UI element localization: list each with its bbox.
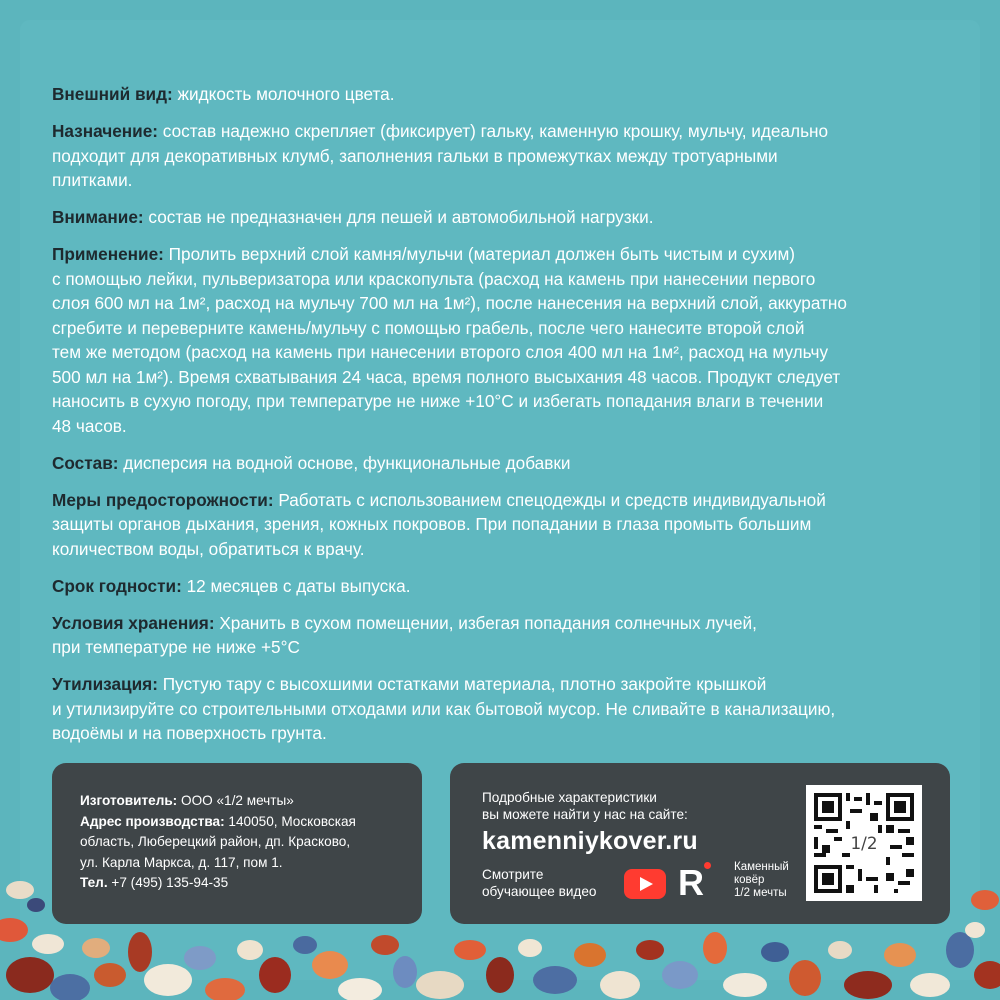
phone-label: Тел.	[80, 875, 108, 890]
section-7	[52, 611, 952, 660]
section-label: Внимание:	[52, 207, 144, 227]
channel-line-2: ковёр	[734, 874, 765, 886]
section-text: жидкость молочного цвета.	[172, 84, 395, 104]
address-label: Адрес производства:	[80, 813, 225, 829]
qr-code-icon	[806, 785, 922, 901]
section-8	[52, 672, 952, 746]
address-line-2: область, Люберецкий район, дп. Красково,	[80, 834, 351, 849]
section-text: Работать с использованием спецодежды и средств индивидуальной	[273, 489, 826, 510]
watch-video-text	[482, 866, 596, 900]
section-text: и утилизируйте со строительными отходами или как бытовой мусор. Не сливайте в канализацию,	[52, 698, 836, 719]
section-5	[52, 488, 952, 562]
website-card	[450, 763, 950, 924]
qr-logo-text: 1/2	[850, 833, 878, 853]
section-label: Назначение:	[52, 121, 159, 141]
section-text: 12 месяцев с даты выпуска.	[181, 575, 411, 596]
channel-name	[734, 861, 789, 900]
section-text: дисперсия на водной основе, функциональные добавки	[118, 452, 571, 473]
section-label: Применение:	[52, 244, 164, 264]
section-text: 500 мл на 1м²). Время схватывания 24 часа, время полного высыхания 48 часов. Продукт следует	[52, 366, 841, 387]
section-text: состав надежно скрепляет (фиксирует) гальку, каменную крошку, мульчу, идеально	[158, 121, 829, 141]
website-link[interactable]: kamenniykover.ru	[482, 827, 698, 855]
maker-line	[80, 791, 394, 812]
watch-line-2: обучающее видео	[482, 884, 597, 899]
maker-label: Изготовитель:	[80, 793, 178, 808]
section-text: 48 часов.	[52, 415, 127, 436]
section-label: Состав:	[52, 452, 119, 473]
section-text: подходит для декоративных клумб, заполнения гальки в промежутках между тротуарными	[52, 145, 778, 166]
details-line-2: вы можете найти у нас на сайте:	[482, 807, 688, 822]
phone-value: +7 (495) 135-94-35	[107, 875, 229, 890]
section-text: состав не предназначен для пешей и автомобильной нагрузки.	[143, 207, 654, 227]
section-0	[52, 82, 952, 107]
section-label: Срок годности:	[52, 575, 182, 596]
channel-line-1: Каменный	[734, 861, 789, 873]
section-label: Условия хранения:	[52, 612, 215, 633]
qr-code[interactable]	[806, 785, 922, 901]
address-line-3: ул. Карла Маркса, д. 117, пом 1.	[80, 854, 283, 870]
section-label: Внешний вид:	[52, 84, 173, 104]
section-text: водоёмы и на поверхность грунта.	[52, 723, 327, 743]
watch-line-1: Смотрите	[482, 867, 544, 882]
section-label: Утилизация:	[52, 674, 158, 694]
section-label: Меры предосторожности:	[52, 489, 274, 510]
details-line-1: Подробные характеристики	[482, 790, 657, 805]
section-text: Хранить в сухом помещении, избегая попадания солнечных лучей,	[214, 612, 757, 633]
section-2	[52, 205, 952, 230]
section-text: при температуре не ниже +5°C	[52, 637, 300, 657]
section-1	[52, 119, 952, 193]
section-text: Пролить верхний слой камня/мульчи (материал должен быть чистым и сухим)	[163, 244, 795, 264]
section-6	[52, 574, 952, 599]
section-text: наносить в сухую погоду, при температуре не ниже +10°C и избегать попадания влаги в течении	[52, 391, 824, 411]
section-text: плитками.	[52, 170, 133, 190]
section-3	[52, 242, 952, 438]
section-text: Пустую тару с высохшими остатками материала, плотно закройте крышкой	[157, 674, 767, 694]
manufacturer-card	[52, 763, 422, 924]
maker-value: ООО «1/2 мечты»	[177, 793, 294, 808]
product-description	[52, 82, 952, 758]
section-text: с помощью лейки, пульверизатора или краскопульта (расход на камень при нанесении первого	[52, 268, 816, 289]
section-text: количеством воды, обратиться к врачу.	[52, 538, 365, 559]
section-text: слоя 600 мл на 1м², расход на мульчу 700 мл на 1м²), после нанесения на верхний слой, аккуратно	[52, 293, 847, 313]
rutube-icon[interactable]: R	[678, 862, 704, 903]
rutube-dot-icon	[704, 862, 711, 869]
phone-line	[80, 873, 394, 894]
youtube-icon[interactable]	[624, 869, 666, 899]
channel-line-3: 1/2 мечты	[734, 887, 787, 899]
section-text: тем же методом (расход на камень при нанесении второго слоя 400 мл на 1м², расход на мульчу	[52, 342, 829, 362]
address-value-1: 140050, Московская	[224, 813, 356, 829]
section-text: сгребите и переверните камень/мульчу с помощью грабель, после чего нанесите второй слой	[52, 317, 805, 338]
section-text: защиты органов дыхания, зрения, кожных покровов. При попадании в глаза промыть большим	[52, 514, 812, 534]
address-line-1	[80, 812, 394, 833]
section-4	[52, 451, 952, 476]
